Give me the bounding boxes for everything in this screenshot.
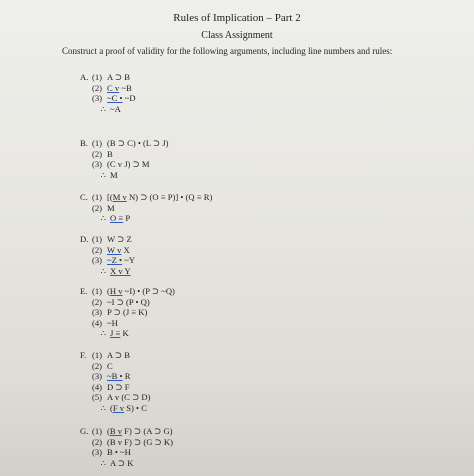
line-number: (4)	[92, 381, 103, 392]
formula-text: (	[107, 286, 110, 296]
formula-text: (	[110, 402, 113, 413]
formula-text: N) ⊃ (O ≡ P)] • (Q ≡ R)	[126, 192, 213, 202]
problem-letter	[80, 437, 92, 448]
formula-text: ~I ⊃ (P • Q)	[107, 296, 150, 307]
premise-formula	[107, 361, 113, 372]
line-number: (3)	[92, 371, 103, 382]
line-number: (1)	[92, 286, 103, 296]
premise-formula	[107, 138, 169, 149]
premise-formula	[107, 307, 147, 318]
conclusion-formula	[110, 213, 130, 224]
conclusion-formula	[110, 458, 133, 469]
problem-letter	[80, 382, 92, 393]
therefore-symbol: ∴	[100, 169, 106, 180]
formula-text: ~D	[122, 93, 136, 104]
formula-text: ~H	[107, 317, 118, 328]
underlined-term: X v Y	[110, 265, 131, 276]
problem-letter	[80, 361, 92, 372]
formula-text: C	[107, 360, 113, 371]
line-number: (2)	[92, 360, 103, 371]
problem-letter	[80, 297, 92, 308]
problem-letter	[80, 371, 92, 382]
line-number: (1)	[92, 138, 103, 148]
line-number: (3)	[92, 447, 103, 458]
formula-text: (B v F) ⊃ (G ⊃ K)	[107, 436, 173, 447]
formula-text: F) ⊃ (A ⊃ G)	[122, 426, 173, 436]
premise-line	[80, 93, 136, 104]
problem-letter: D.	[80, 234, 89, 244]
premise-formula	[107, 93, 136, 104]
conclusion-formula	[110, 170, 118, 181]
problem-letter	[80, 307, 92, 318]
premise-line	[80, 72, 136, 83]
premise-formula	[107, 371, 130, 382]
conclusion-line	[80, 266, 135, 277]
line-number: (1)	[92, 234, 103, 244]
premise-line	[80, 245, 135, 256]
conclusion-formula	[110, 403, 147, 414]
line-number: (2)	[92, 244, 103, 255]
formula-text: P ⊃ (J ≡ K)	[107, 307, 148, 318]
line-number: (3)	[92, 93, 103, 104]
formula-text: ~B	[119, 82, 132, 93]
problem-letter: E.	[80, 286, 88, 296]
premise-formula	[107, 426, 173, 437]
formula-text: (C v J) ⊃ M	[107, 159, 150, 170]
page-subtitle: Class Assignment	[201, 30, 273, 41]
conclusion-line	[80, 213, 212, 224]
premise-formula	[107, 245, 130, 256]
problem-a	[80, 72, 136, 114]
therefore-symbol: ∴	[100, 328, 106, 339]
premise-formula	[107, 72, 130, 83]
premise-line	[80, 392, 151, 403]
conclusion-line	[80, 458, 173, 469]
conclusion-line	[80, 104, 136, 115]
underlined-term: O ≡	[110, 213, 124, 224]
page-title: Rules of Implication – Part 2	[173, 12, 301, 24]
premise-formula	[107, 437, 173, 448]
formula-text: D ⊃ F	[107, 381, 130, 392]
formula-text: M	[107, 202, 115, 213]
problem-letter	[80, 392, 92, 403]
problem-letter: C.	[80, 192, 88, 202]
premise-line	[80, 382, 151, 393]
underlined-term: W v	[107, 244, 122, 255]
formula-text: R	[122, 371, 131, 382]
premise-formula	[107, 83, 132, 94]
conclusion-line	[80, 403, 151, 414]
formula-text: K	[120, 328, 129, 339]
underlined-term: ~C •	[107, 93, 123, 104]
formula-text: W ⊃ Z	[107, 234, 132, 244]
premise-line	[80, 138, 169, 149]
problem-d	[80, 234, 135, 276]
underlined-term: M v	[112, 192, 127, 202]
line-number: (4)	[92, 317, 103, 328]
premise-formula	[107, 234, 132, 245]
premise-line	[80, 192, 212, 203]
premise-line	[80, 255, 135, 266]
premise-formula	[107, 297, 150, 308]
premise-line	[80, 447, 173, 458]
line-number: (5)	[92, 392, 103, 403]
problem-letter: A.	[80, 72, 89, 82]
premise-formula	[107, 255, 135, 266]
premise-line	[80, 318, 175, 329]
problem-e	[80, 286, 175, 339]
instructions-text: Construct a proof of validity for the following arguments, including line numbers and rules:	[62, 46, 393, 56]
premise-line	[80, 371, 151, 382]
underlined-term: H v	[109, 286, 123, 296]
formula-text: ~A	[110, 103, 121, 114]
line-number: (1)	[92, 192, 103, 202]
line-number: (2)	[92, 296, 103, 307]
problem-letter	[80, 255, 92, 266]
problem-letter	[80, 447, 92, 458]
line-number: (1)	[92, 426, 103, 436]
problem-letter	[80, 93, 92, 104]
problem-letter	[80, 83, 92, 94]
premise-formula	[107, 203, 115, 214]
conclusion-formula	[110, 266, 131, 277]
formula-text: A ⊃ B	[107, 350, 130, 360]
line-number: (3)	[92, 255, 103, 266]
conclusion-formula	[110, 104, 121, 115]
formula-text: A ⊃ B	[107, 72, 130, 82]
premise-formula	[107, 382, 129, 393]
premise-line	[80, 149, 169, 160]
premise-line	[80, 286, 175, 297]
problem-g	[80, 426, 173, 468]
premise-line	[80, 307, 175, 318]
problem-letter: G.	[80, 426, 89, 436]
problem-letter	[80, 318, 92, 329]
premise-line	[80, 83, 136, 94]
therefore-symbol: ∴	[100, 457, 106, 468]
formula-text: S) • C	[124, 402, 147, 413]
premise-formula	[107, 392, 151, 403]
problem-letter: F.	[80, 350, 87, 360]
premise-line	[80, 234, 135, 245]
premise-line	[80, 426, 173, 437]
formula-text: (	[107, 426, 110, 436]
problem-letter: B.	[80, 138, 88, 148]
conclusion-line	[80, 328, 175, 339]
therefore-symbol: ∴	[100, 103, 106, 114]
formula-text: (B ⊃ C) • (L ⊃ J)	[107, 138, 169, 148]
formula-text: B • ~H	[107, 447, 131, 458]
problem-c	[80, 192, 212, 224]
line-number: (2)	[92, 148, 103, 159]
therefore-symbol: ∴	[100, 402, 106, 413]
underlined-term: J ≡	[110, 328, 121, 339]
formula-text: A ⊃ K	[110, 457, 134, 468]
underlined-term: C v	[107, 82, 120, 93]
underlined-term: ~Z •	[107, 255, 123, 266]
conclusion-line	[80, 170, 169, 181]
line-number: (3)	[92, 159, 103, 170]
problem-letter	[80, 203, 92, 214]
problem-letter	[80, 245, 92, 256]
line-number: (3)	[92, 307, 103, 318]
formula-text: A v (C ⊃ D)	[107, 392, 151, 403]
formula-text: ~Y	[122, 255, 136, 266]
problem-letter	[80, 149, 92, 160]
premise-formula	[107, 149, 113, 160]
problem-f	[80, 350, 151, 414]
formula-text: B	[107, 148, 113, 159]
premise-line	[80, 361, 151, 372]
premise-line	[80, 437, 173, 448]
premise-formula	[107, 350, 130, 361]
line-number: (2)	[92, 202, 103, 213]
line-number: (2)	[92, 82, 103, 93]
premise-formula	[107, 286, 175, 297]
formula-text: X	[121, 244, 130, 255]
line-number: (1)	[92, 350, 103, 360]
premise-line	[80, 297, 175, 308]
formula-text: M	[110, 169, 118, 180]
problem-b	[80, 138, 169, 180]
line-number: (2)	[92, 436, 103, 447]
underlined-term: F v	[112, 402, 125, 413]
conclusion-formula	[110, 328, 129, 339]
line-number: (1)	[92, 72, 103, 82]
premise-formula	[107, 318, 118, 329]
premise-line	[80, 159, 169, 170]
premise-line	[80, 350, 151, 361]
underlined-term: ~B •	[107, 371, 123, 382]
premise-formula	[107, 159, 150, 170]
formula-text: P	[123, 213, 131, 224]
formula-text: [(	[107, 192, 113, 202]
therefore-symbol: ∴	[100, 265, 106, 276]
formula-text: ~I) • (P ⊃ ~Q)	[122, 286, 175, 296]
underlined-term: B v	[109, 426, 123, 436]
premise-line	[80, 203, 212, 214]
therefore-symbol: ∴	[100, 213, 106, 224]
premise-formula	[107, 192, 212, 203]
premise-formula	[107, 447, 131, 458]
problem-letter	[80, 159, 92, 170]
